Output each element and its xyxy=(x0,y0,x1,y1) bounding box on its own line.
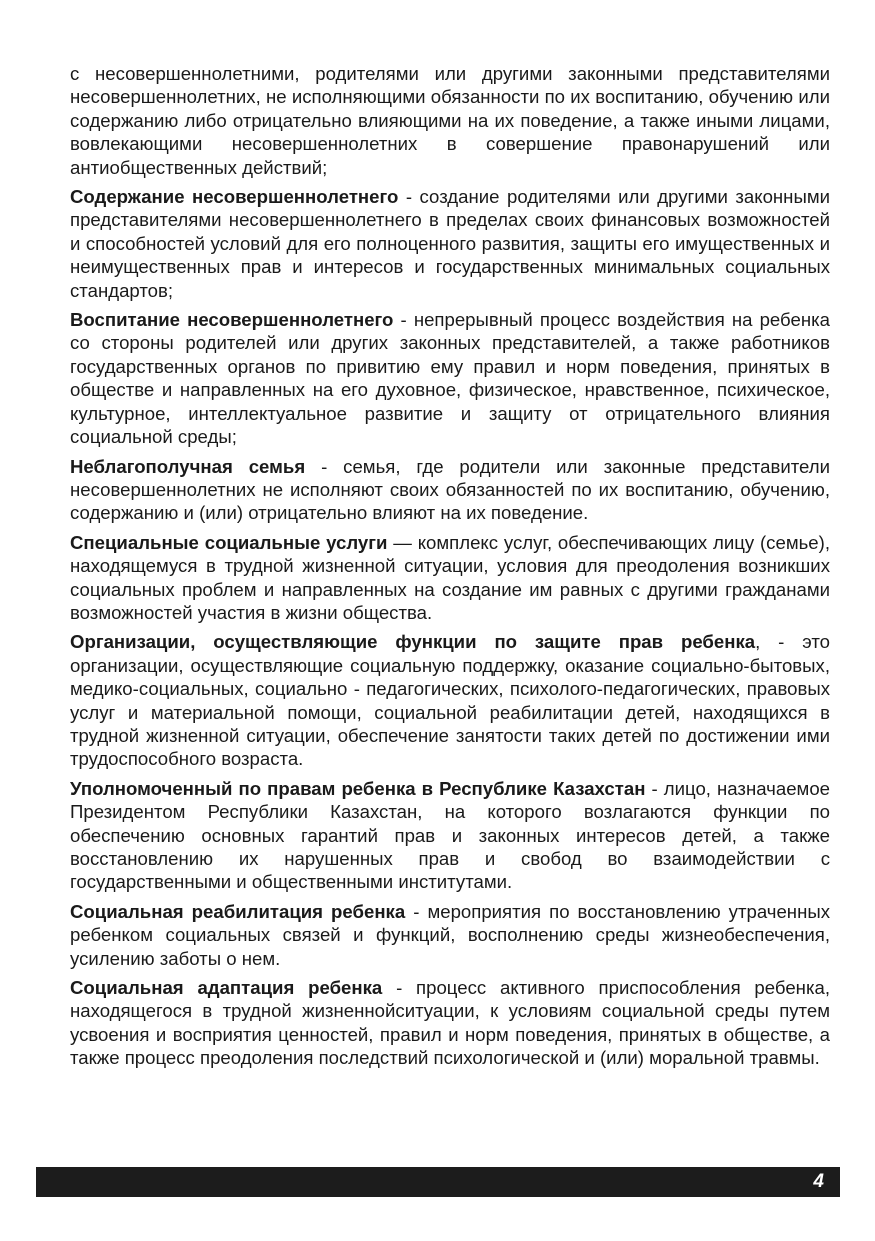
definition-text: , - это организации, осуществляющие социальную поддержку, оказание социально-бытовых, медико-социальных, социально - педагогических, психолого-педагогических, правовых услуг и материальной помощи, социальной реабилитации детей, находящихся в трудной жизненной ситуации, обеспечение занятости таких детей по достижении ими трудоспособного возраста. xyxy=(70,631,830,770)
definition-term: Содержание несовершеннолетнего xyxy=(70,186,399,208)
definition-special-social-services xyxy=(70,531,830,625)
definition-text: - непрерывный процесс воздействия на ребенка со стороны родителей или других законных представителей, а также работников государственных органов по привитию ему правил и норм поведения, принятых в обществе и направленных на его духовное, физическое, нравственное, психическое, культурное, интеллектуальное развитие и защиту от отрицательного влияния социальной среды; xyxy=(70,309,830,448)
definition-text: - создание родителями или другими законными представителями несовершеннолетнего в пределах своих финансовых возможностей и способностей условий для его полноценного развития, защиты его имущественных и неимущественных прав и интересов и государственных минимальных социальных стандартов; xyxy=(70,186,830,301)
page-number: 4 xyxy=(813,1171,824,1192)
definition-term: Уполномоченный по правам ребенка в Республике Казахстан xyxy=(70,777,646,799)
definition-text: - процесс активного приспособления ребенка, находящегося в трудной жизненнойситуации, к условиям социальной среды путем усвоения и восприятия ценностей, правил и норм поведения, принятых в обществе, а также процесс преодоления последствий психологической и (или) моральной травмы. xyxy=(70,977,831,1069)
definition-text: - лицо, назначаемое Президентом Республики Казахстан, на которого возлагаются функции по обеспечению основных гарантий прав и законных интересов детей, а также восстановлению их нарушенных прав и свобод во взаимодействии с государственными и общественными институтами. xyxy=(70,777,830,893)
paragraph-text: с несовершеннолетними, родителями или другими законными представителями несовершеннолетних, не исполняющими обязанности по их воспитанию, обучению или содержанию либо отрицательно влияющими на их поведение, а также иными лицами, вовлекающими несовершеннолетних в совершение правонарушений или антиобщественных действий; xyxy=(70,63,830,178)
definition-term: Социальная реабилитация ребенка xyxy=(70,900,406,922)
definition-term: Социальная адаптация ребенка xyxy=(70,977,383,999)
definition-upbringing-of-minor xyxy=(70,308,830,448)
definition-term: Специальные социальные услуги xyxy=(70,531,388,553)
definition-term: Организации, осуществляющие функции по защите прав ребенка xyxy=(70,631,756,653)
definition-dysfunctional-family xyxy=(70,455,830,525)
definition-term: Воспитание несовершеннолетнего xyxy=(70,309,394,331)
page-footer-bar xyxy=(36,1167,840,1197)
definition-content-of-minor xyxy=(70,185,830,302)
definition-child-rights-ombudsman xyxy=(70,777,830,894)
definition-social-rehabilitation xyxy=(70,900,830,970)
definition-social-adaptation xyxy=(70,976,830,1070)
definition-text: - мероприятия по восстановлению утраченных ребенком социальных связей и функций, восполнению среды жизнеобеспечения, усилению заботы о нем. xyxy=(70,900,830,969)
definition-text: — комплекс услуг, обеспечивающих лицу (семье), находящемуся в трудной жизненной ситуации, условия для преодоления возникших социальных проблем и направленных на создание им равных с другими гражданами возможностей участия в жизни общества. xyxy=(70,531,830,623)
definition-term: Неблагополучная семья xyxy=(70,455,306,477)
definition-text: - семья, где родители или законные представители несовершеннолетних не исполняют своих обязанностей по их воспитанию, обучению, содержанию и (или) отрицательно влияют на их поведение. xyxy=(70,455,830,524)
definition-child-rights-organizations xyxy=(70,630,830,770)
paragraph-continuation xyxy=(70,62,830,179)
document-body xyxy=(70,62,830,1076)
